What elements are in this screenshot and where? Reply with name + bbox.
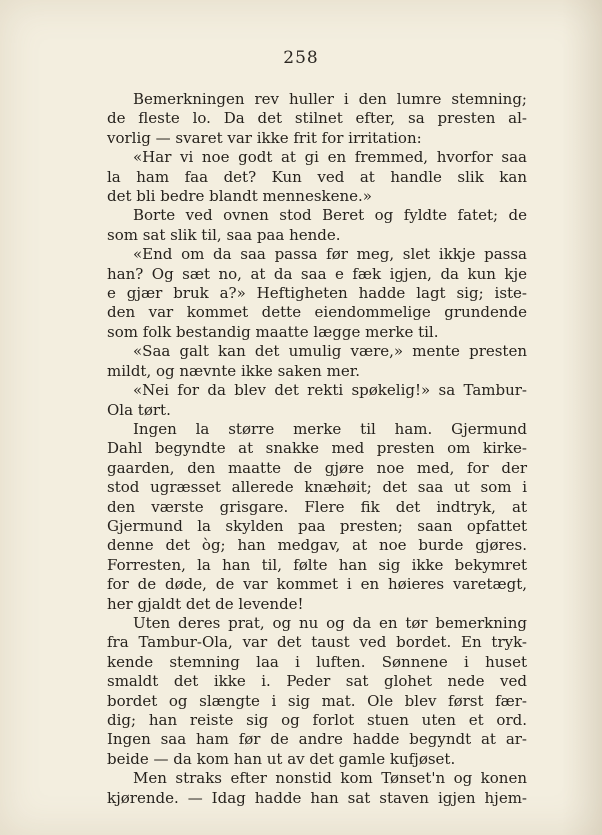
text-line: Uten deres prat, og nu og da en tør bemerkning <box>133 613 527 632</box>
text-line: den var kommet dette eiendommelige grundende <box>107 303 527 322</box>
text-line: mildt, og nævnte ikke saken mer. <box>107 361 361 380</box>
text-line: smaldt det ikke i. Peder sat glohet nede ved <box>107 672 527 691</box>
text-line: «Nei for da blev det rekti spøkelig!» sa Tambur- <box>133 381 527 400</box>
text-line: her gjaldt det de levende! <box>107 594 304 613</box>
page-number: 258 <box>283 48 319 68</box>
text-line: gaarden, den maatte de gjøre noe med, for der <box>107 458 527 477</box>
text-line: kjørende. — Idag hadde han sat staven igjen hjem- <box>107 788 527 807</box>
text-line: det bli bedre blandt menneskene.» <box>107 187 372 206</box>
text-line: kende stemning laa i luften. Sønnene i huset <box>107 652 527 671</box>
text-line: de fleste lo. Da det stilnet efter, sa presten al- <box>107 109 527 128</box>
text-line: «Har vi noe godt at gi en fremmed, hvorfor saa <box>133 148 527 167</box>
text-line: la ham faa det? Kun ved at handle slik kan <box>107 167 527 186</box>
text-line: som sat slik til, saa paa hende. <box>107 225 341 244</box>
text-line: Men straks efter nonstid kom Tønset'n og konen <box>133 769 527 788</box>
text-line: den værste grisgare. Flere fik det indtryk, at <box>107 497 527 516</box>
text-line: Bemerkningen rev huller i den lumre stemning; <box>133 90 527 108</box>
text-line: Ingen la større merke til ham. Gjermund <box>133 419 527 438</box>
text-line: beide — da kom han ut av det gamle kufjøset. <box>107 749 456 768</box>
text-line: vorlig — svaret var ikke frit for irritation: <box>107 128 422 147</box>
text-line: «Saa galt kan det umulig være,» mente presten <box>133 342 527 361</box>
page-edge-shadow <box>562 0 602 835</box>
text-line: bordet og slængte i sig mat. Ole blev først fær- <box>107 691 527 710</box>
text-line: for de døde, de var kommet i en høieres varetægt, <box>107 575 527 594</box>
text-line: som folk bestandig maatte lægge merke til. <box>107 322 439 341</box>
text-line: stod ugræsset allerede knæhøit; det saa ut som i <box>107 478 527 497</box>
text-line: «End om da saa passa før meg, slet ikkje passa <box>133 245 527 264</box>
text-line: denne det òg; han medgav, at noe burde gjøres. <box>107 536 527 555</box>
text-line: e gjær bruk a?» Heftigheten hadde lagt sig; iste- <box>107 284 527 303</box>
text-line: Dahl begyndte at snakke med presten om kirke- <box>107 439 527 458</box>
text-line: dig; han reiste sig og forlot stuen uten et ord. <box>107 711 527 729</box>
text-line: han? Og sæt no, at da saa e fæk igjen, da kun kje <box>107 264 527 283</box>
text-line: Ingen saa ham før de andre hadde begyndt at ar- <box>107 730 527 749</box>
text-line: Borte ved ovnen stod Beret og fyldte fatet; de <box>133 206 527 225</box>
text-line: Forresten, la han til, følte han sig ikke bekymret <box>107 555 527 574</box>
text-line: Ola tørt. <box>107 400 171 419</box>
text-line: fra Tambur-Ola, var det taust ved bordet. En tryk- <box>107 633 527 652</box>
body-text <box>107 90 527 808</box>
text-line: Gjermund la skylden paa presten; saan opfattet <box>107 516 527 535</box>
